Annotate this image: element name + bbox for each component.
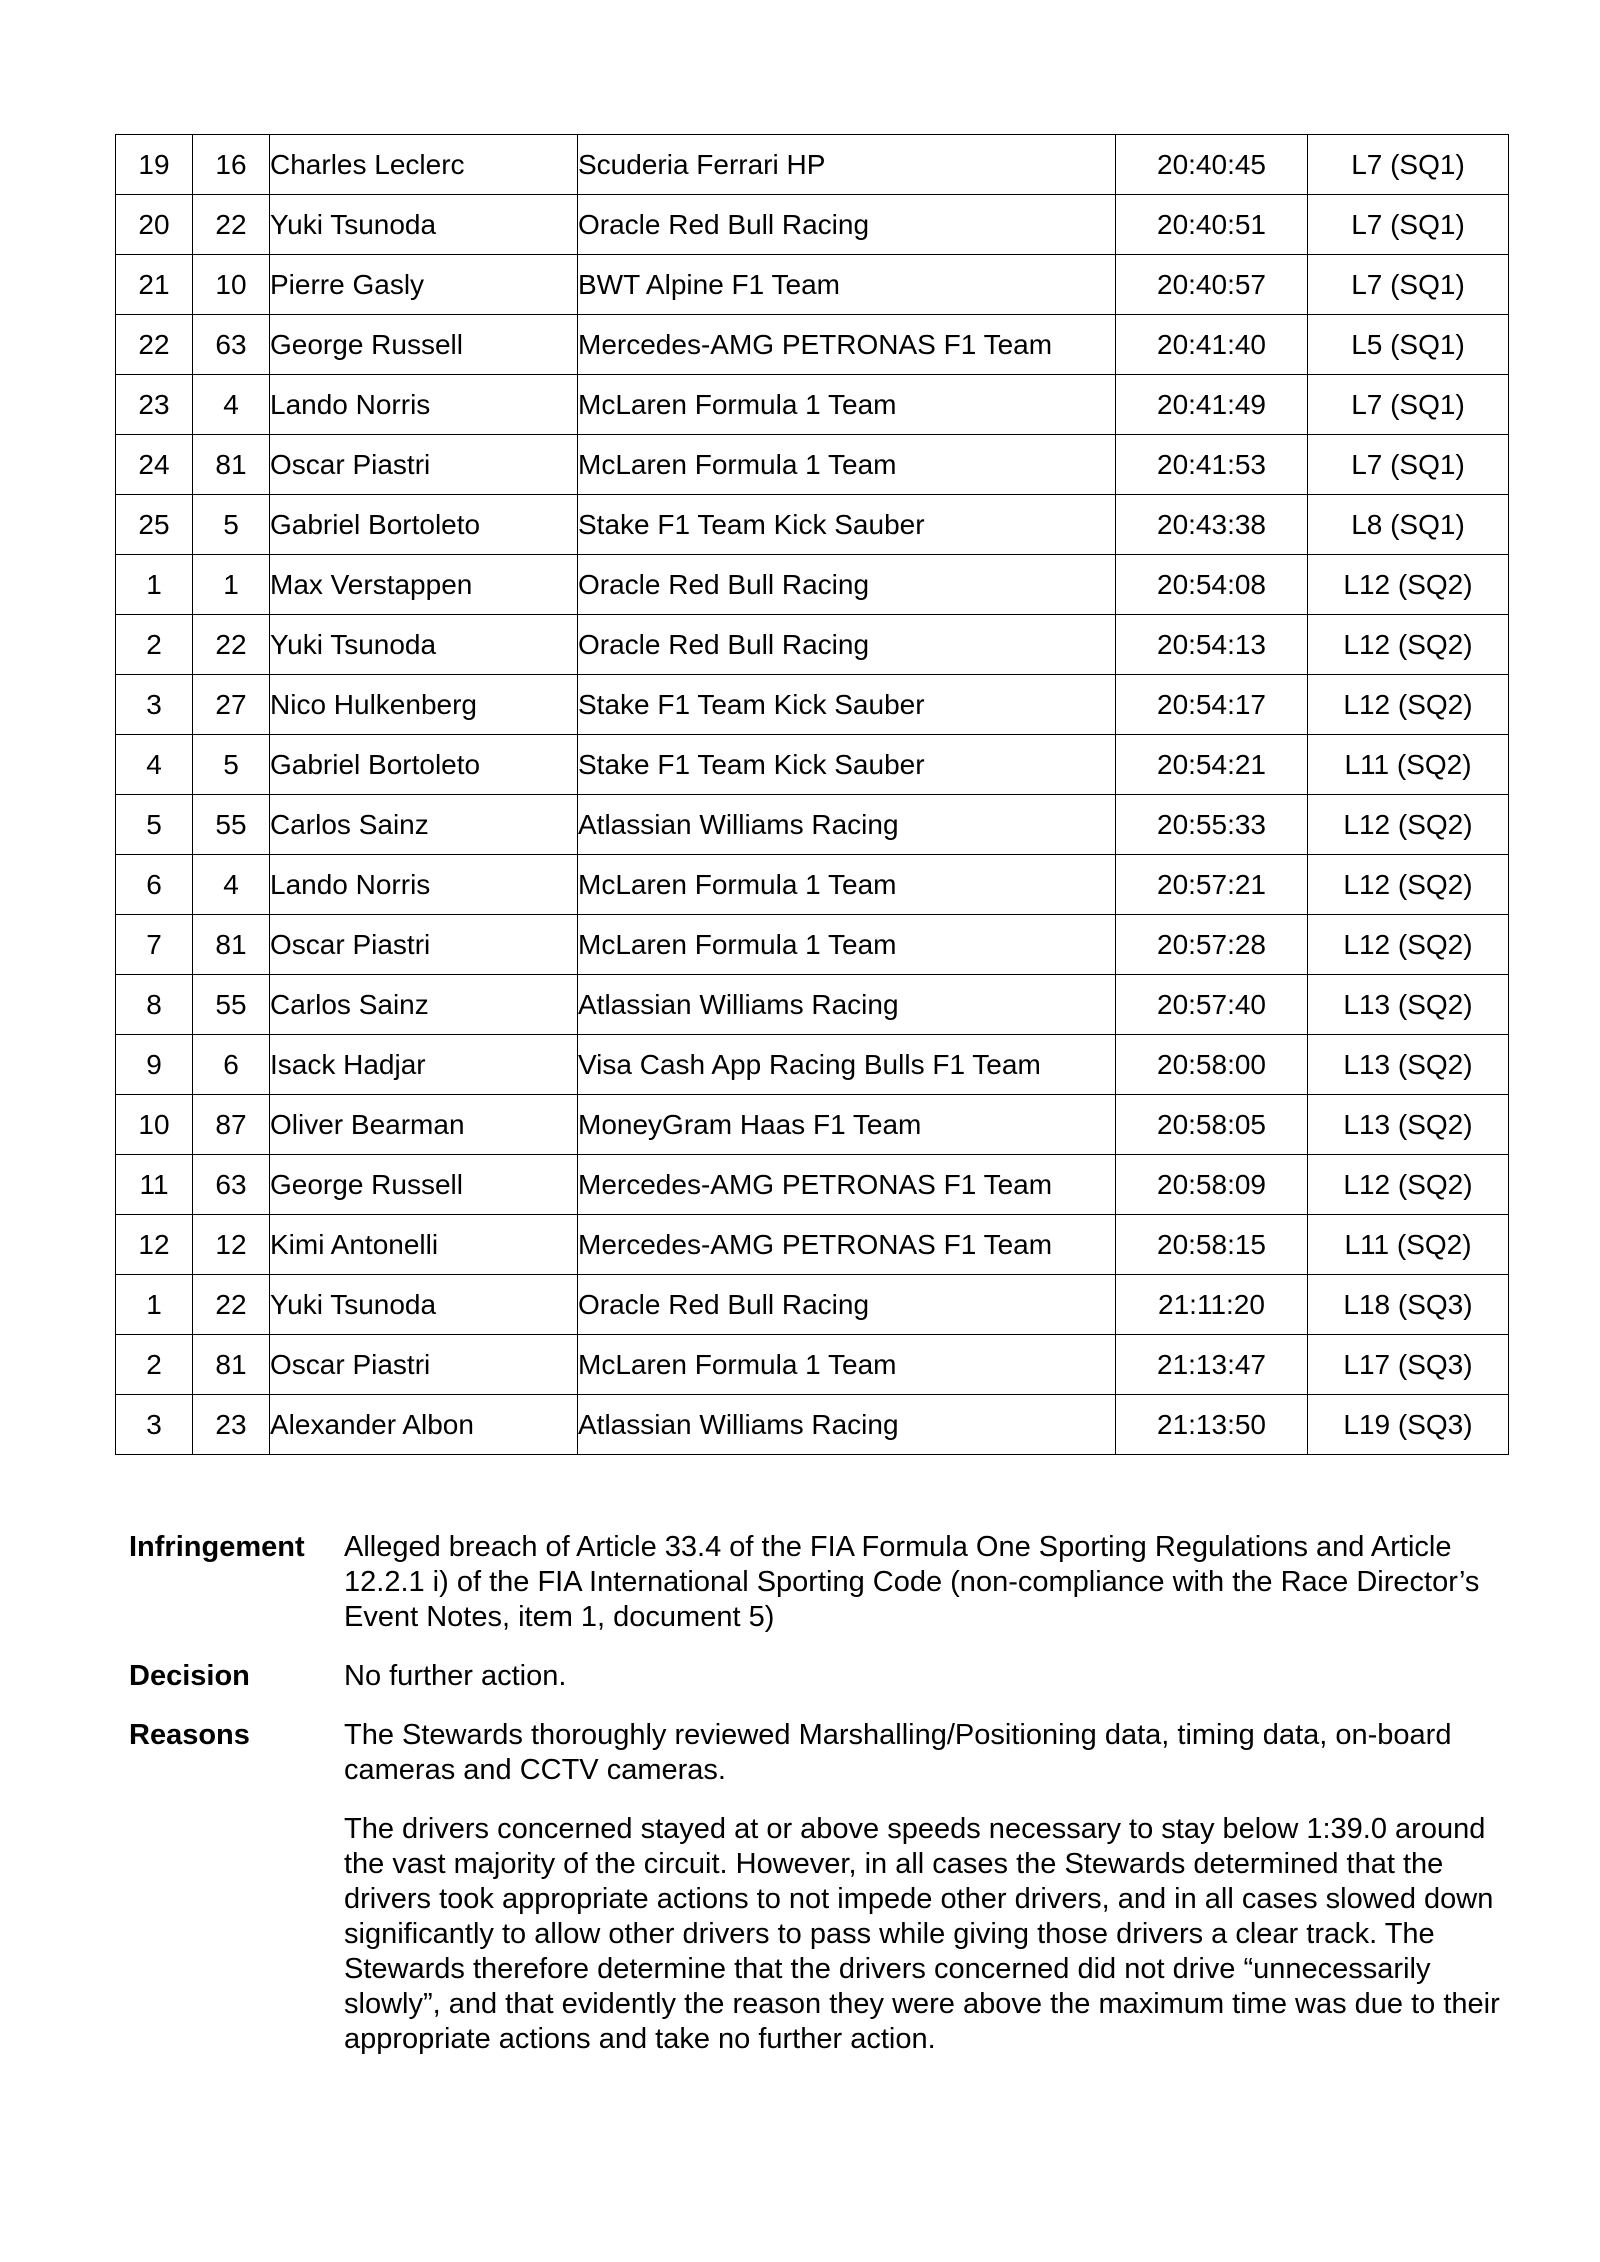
- team-cell: Atlassian Williams Racing: [578, 975, 1116, 1035]
- position-cell: 8: [116, 975, 193, 1035]
- driver-cell: Lando Norris: [270, 375, 578, 435]
- reasons-paragraph: The Stewards thoroughly reviewed Marshalling/Positioning data, timing data, on-board cameras and CCTV cameras.: [344, 1719, 1452, 1786]
- team-cell: McLaren Formula 1 Team: [578, 915, 1116, 975]
- driver-cell: George Russell: [270, 315, 578, 375]
- team-cell: Mercedes-AMG PETRONAS F1 Team: [578, 1215, 1116, 1275]
- table-row: [116, 975, 1509, 1035]
- reasons-label: Reasons: [129, 1719, 250, 1751]
- infringement-text: Alleged breach of Article 33.4 of the FIA Formula One Sporting Regulations and Article 12.2.1 i) of the FIA International Sporting Code (non-compliance with the Race Director’s Event Notes, item 1, document 5): [344, 1531, 1480, 1633]
- decision-text: No further action.: [344, 1660, 567, 1692]
- position-cell: 22: [116, 315, 193, 375]
- team-cell: Oracle Red Bull Racing: [578, 1275, 1116, 1335]
- lap-cell: L12 (SQ2): [1308, 555, 1509, 615]
- car-number-cell: 81: [193, 1335, 270, 1395]
- lap-cell: L19 (SQ3): [1308, 1395, 1509, 1455]
- car-number-cell: 1: [193, 555, 270, 615]
- time-cell: 20:43:38: [1116, 495, 1308, 555]
- table-row: [116, 1275, 1509, 1335]
- time-cell: 20:41:53: [1116, 435, 1308, 495]
- reasons-body: [344, 1718, 1509, 2057]
- driver-cell: Pierre Gasly: [270, 255, 578, 315]
- team-cell: McLaren Formula 1 Team: [578, 435, 1116, 495]
- lap-cell: L12 (SQ2): [1308, 915, 1509, 975]
- lap-cell: L13 (SQ2): [1308, 975, 1509, 1035]
- car-number-cell: 23: [193, 1395, 270, 1455]
- position-cell: 1: [116, 1275, 193, 1335]
- table-row: [116, 855, 1509, 915]
- team-cell: Atlassian Williams Racing: [578, 1395, 1116, 1455]
- driver-cell: Nico Hulkenberg: [270, 675, 578, 735]
- time-cell: 20:54:08: [1116, 555, 1308, 615]
- decision-label: Decision: [129, 1660, 250, 1692]
- time-cell: 20:41:49: [1116, 375, 1308, 435]
- table-row: [116, 375, 1509, 435]
- time-cell: 20:41:40: [1116, 315, 1308, 375]
- table-row: [116, 315, 1509, 375]
- position-cell: 1: [116, 555, 193, 615]
- position-cell: 19: [116, 135, 193, 195]
- lap-cell: L11 (SQ2): [1308, 735, 1509, 795]
- time-cell: 20:57:40: [1116, 975, 1308, 1035]
- team-cell: MoneyGram Haas F1 Team: [578, 1095, 1116, 1155]
- team-cell: Atlassian Williams Racing: [578, 795, 1116, 855]
- driver-cell: Max Verstappen: [270, 555, 578, 615]
- time-cell: 20:40:45: [1116, 135, 1308, 195]
- position-cell: 7: [116, 915, 193, 975]
- position-cell: 3: [116, 675, 193, 735]
- driver-cell: Lando Norris: [270, 855, 578, 915]
- position-cell: 2: [116, 615, 193, 675]
- lap-cell: L5 (SQ1): [1308, 315, 1509, 375]
- lap-cell: L13 (SQ2): [1308, 1035, 1509, 1095]
- table-row: [116, 1095, 1509, 1155]
- driver-cell: Oscar Piastri: [270, 915, 578, 975]
- time-cell: 20:58:09: [1116, 1155, 1308, 1215]
- time-cell: 20:54:13: [1116, 615, 1308, 675]
- driver-cell: Charles Leclerc: [270, 135, 578, 195]
- table-row: [116, 1395, 1509, 1455]
- reasons-paragraph: The drivers concerned stayed at or above speeds necessary to stay below 1:39.0 around the vast majority of the circuit. However, in all cases the Stewards determined that the drivers took appropriate actions to not impede other drivers, and in all cases slowed down significantly to allow other drivers to pass while giving those drivers a clear track. The Stewards therefore determine that the drivers concerned did not drive “unnecessarily slowly”, and that evidently the reason they were above the maximum time was due to their appropriate actions and take no further action.: [344, 1813, 1500, 2055]
- car-number-cell: 6: [193, 1035, 270, 1095]
- lap-cell: L7 (SQ1): [1308, 375, 1509, 435]
- car-number-cell: 55: [193, 975, 270, 1035]
- lap-cell: L7 (SQ1): [1308, 135, 1509, 195]
- table-row: [116, 1335, 1509, 1395]
- team-cell: BWT Alpine F1 Team: [578, 255, 1116, 315]
- team-cell: Scuderia Ferrari HP: [578, 135, 1116, 195]
- driver-cell: Yuki Tsunoda: [270, 615, 578, 675]
- table-row: [116, 675, 1509, 735]
- driver-cell: Kimi Antonelli: [270, 1215, 578, 1275]
- car-number-cell: 22: [193, 1275, 270, 1335]
- car-number-cell: 10: [193, 255, 270, 315]
- position-cell: 10: [116, 1095, 193, 1155]
- results-table-body: [116, 135, 1509, 1455]
- time-cell: 20:40:57: [1116, 255, 1308, 315]
- time-cell: 21:13:47: [1116, 1335, 1308, 1395]
- driver-cell: Yuki Tsunoda: [270, 1275, 578, 1335]
- car-number-cell: 63: [193, 315, 270, 375]
- driver-cell: Oscar Piastri: [270, 1335, 578, 1395]
- position-cell: 6: [116, 855, 193, 915]
- driver-cell: Yuki Tsunoda: [270, 195, 578, 255]
- position-cell: 11: [116, 1155, 193, 1215]
- table-row: [116, 1215, 1509, 1275]
- driver-cell: George Russell: [270, 1155, 578, 1215]
- lap-cell: L18 (SQ3): [1308, 1275, 1509, 1335]
- lap-cell: L12 (SQ2): [1308, 615, 1509, 675]
- driver-cell: Gabriel Bortoleto: [270, 495, 578, 555]
- lap-cell: L7 (SQ1): [1308, 435, 1509, 495]
- car-number-cell: 4: [193, 855, 270, 915]
- team-cell: Oracle Red Bull Racing: [578, 195, 1116, 255]
- position-cell: 23: [116, 375, 193, 435]
- time-cell: 20:57:21: [1116, 855, 1308, 915]
- driver-cell: Carlos Sainz: [270, 795, 578, 855]
- table-row: [116, 495, 1509, 555]
- lap-cell: L7 (SQ1): [1308, 195, 1509, 255]
- driver-cell: Gabriel Bortoleto: [270, 735, 578, 795]
- car-number-cell: 4: [193, 375, 270, 435]
- position-cell: 9: [116, 1035, 193, 1095]
- team-cell: McLaren Formula 1 Team: [578, 375, 1116, 435]
- infringement-label: Infringement: [129, 1531, 305, 1563]
- position-cell: 2: [116, 1335, 193, 1395]
- car-number-cell: 55: [193, 795, 270, 855]
- team-cell: McLaren Formula 1 Team: [578, 1335, 1116, 1395]
- driver-cell: Oliver Bearman: [270, 1095, 578, 1155]
- table-row: [116, 615, 1509, 675]
- lap-cell: L12 (SQ2): [1308, 1155, 1509, 1215]
- team-cell: Mercedes-AMG PETRONAS F1 Team: [578, 315, 1116, 375]
- lap-cell: L11 (SQ2): [1308, 1215, 1509, 1275]
- lap-cell: L12 (SQ2): [1308, 855, 1509, 915]
- decision-section: [129, 1530, 1509, 2081]
- table-row: [116, 915, 1509, 975]
- lap-cell: L12 (SQ2): [1308, 675, 1509, 735]
- car-number-cell: 63: [193, 1155, 270, 1215]
- team-cell: Stake F1 Team Kick Sauber: [578, 675, 1116, 735]
- table-row: [116, 135, 1509, 195]
- table-row: [116, 435, 1509, 495]
- lap-cell: L12 (SQ2): [1308, 795, 1509, 855]
- time-cell: 20:54:21: [1116, 735, 1308, 795]
- decision-row: [129, 1659, 1509, 1694]
- position-cell: 20: [116, 195, 193, 255]
- driver-cell: Isack Hadjar: [270, 1035, 578, 1095]
- lap-cell: L17 (SQ3): [1308, 1335, 1509, 1395]
- car-number-cell: 27: [193, 675, 270, 735]
- driver-cell: Oscar Piastri: [270, 435, 578, 495]
- position-cell: 4: [116, 735, 193, 795]
- table-row: [116, 555, 1509, 615]
- car-number-cell: 81: [193, 915, 270, 975]
- position-cell: 5: [116, 795, 193, 855]
- time-cell: 20:40:51: [1116, 195, 1308, 255]
- car-number-cell: 22: [193, 195, 270, 255]
- team-cell: McLaren Formula 1 Team: [578, 855, 1116, 915]
- table-row: [116, 795, 1509, 855]
- team-cell: Mercedes-AMG PETRONAS F1 Team: [578, 1155, 1116, 1215]
- driver-cell: Alexander Albon: [270, 1395, 578, 1455]
- time-cell: 21:11:20: [1116, 1275, 1308, 1335]
- table-row: [116, 1035, 1509, 1095]
- position-cell: 21: [116, 255, 193, 315]
- car-number-cell: 81: [193, 435, 270, 495]
- car-number-cell: 87: [193, 1095, 270, 1155]
- lap-cell: L8 (SQ1): [1308, 495, 1509, 555]
- time-cell: 20:58:00: [1116, 1035, 1308, 1095]
- car-number-cell: 5: [193, 735, 270, 795]
- time-cell: 20:54:17: [1116, 675, 1308, 735]
- car-number-cell: 22: [193, 615, 270, 675]
- table-row: [116, 1155, 1509, 1215]
- lap-cell: L13 (SQ2): [1308, 1095, 1509, 1155]
- position-cell: 12: [116, 1215, 193, 1275]
- position-cell: 3: [116, 1395, 193, 1455]
- table-row: [116, 195, 1509, 255]
- team-cell: Stake F1 Team Kick Sauber: [578, 495, 1116, 555]
- position-cell: 25: [116, 495, 193, 555]
- table-row: [116, 255, 1509, 315]
- lap-cell: L7 (SQ1): [1308, 255, 1509, 315]
- position-cell: 24: [116, 435, 193, 495]
- results-table: [115, 134, 1509, 1455]
- time-cell: 20:58:05: [1116, 1095, 1308, 1155]
- driver-cell: Carlos Sainz: [270, 975, 578, 1035]
- team-cell: Oracle Red Bull Racing: [578, 615, 1116, 675]
- team-cell: Visa Cash App Racing Bulls F1 Team: [578, 1035, 1116, 1095]
- reasons-row: [129, 1718, 1509, 2057]
- car-number-cell: 12: [193, 1215, 270, 1275]
- car-number-cell: 5: [193, 495, 270, 555]
- team-cell: Oracle Red Bull Racing: [578, 555, 1116, 615]
- car-number-cell: 16: [193, 135, 270, 195]
- infringement-row: [129, 1530, 1509, 1635]
- time-cell: 20:55:33: [1116, 795, 1308, 855]
- time-cell: 21:13:50: [1116, 1395, 1308, 1455]
- time-cell: 20:58:15: [1116, 1215, 1308, 1275]
- team-cell: Stake F1 Team Kick Sauber: [578, 735, 1116, 795]
- time-cell: 20:57:28: [1116, 915, 1308, 975]
- table-row: [116, 735, 1509, 795]
